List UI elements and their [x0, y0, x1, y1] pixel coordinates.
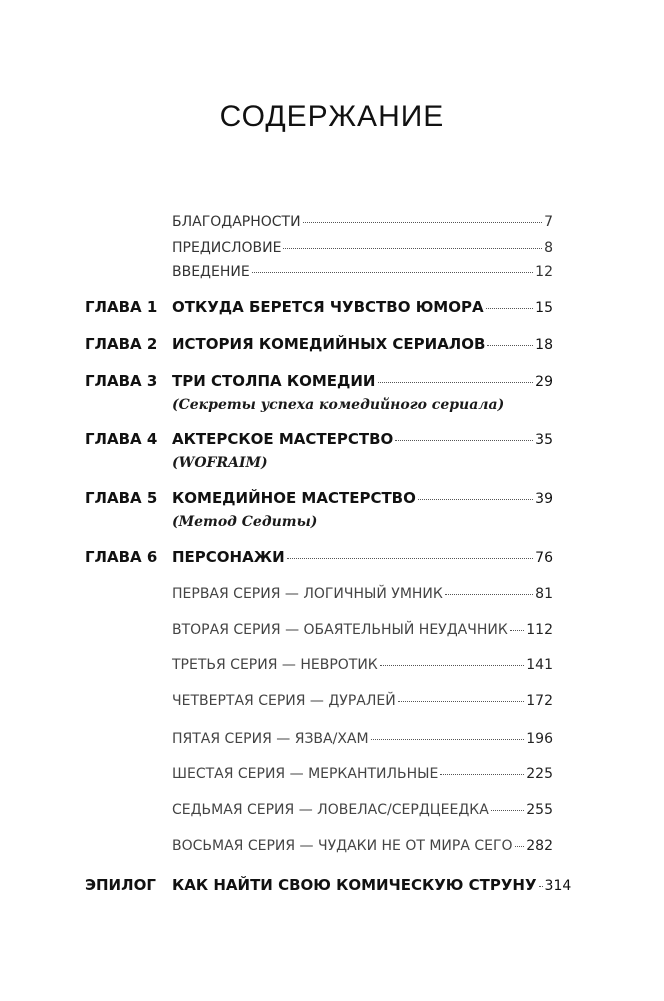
- entry-title: ВВЕДЕНИЕ: [172, 264, 250, 280]
- chapter-title: ТРИ СТОЛПА КОМЕДИИ: [172, 372, 376, 390]
- page-number: 141: [526, 657, 553, 673]
- chapter-label: ГЛАВА 5: [85, 489, 158, 507]
- entry-title: БЛАГОДАРНОСТИ: [172, 214, 301, 230]
- dot-leader: [515, 846, 525, 847]
- dot-leader: [445, 594, 533, 595]
- page-title: СОДЕРЖАНИЕ: [219, 100, 445, 133]
- page-number: 81: [535, 586, 553, 602]
- chapter-label: ГЛАВА 4: [85, 430, 158, 448]
- dot-leader: [283, 248, 542, 249]
- page-number: 12: [535, 264, 553, 280]
- page-number: 255: [526, 802, 553, 818]
- page-number: 7: [544, 214, 553, 230]
- series-title: ПЕРВАЯ СЕРИЯ — ЛОГИЧНЫЙ УМНИК: [172, 586, 443, 602]
- epilogue-title: КАК НАЙТИ СВОЮ КОМИЧЕСКУЮ СТРУНУ: [172, 876, 537, 894]
- page-number: 76: [535, 550, 553, 566]
- dot-leader: [539, 886, 543, 887]
- dot-leader: [287, 558, 534, 559]
- dot-leader: [418, 499, 533, 500]
- page-number: 172: [526, 693, 553, 709]
- dot-leader: [486, 308, 534, 309]
- dot-leader: [378, 382, 534, 383]
- dot-leader: [398, 701, 525, 702]
- series-title: ШЕСТАЯ СЕРИЯ — МЕРКАНТИЛЬНЫЕ: [172, 766, 439, 782]
- chapter-title: АКТЕРСКОЕ МАСТЕРСТВО: [172, 430, 394, 448]
- dot-leader: [510, 630, 525, 631]
- chapter-subtitle: (WOFRAIM): [172, 455, 268, 471]
- chapter-label: ГЛАВА 6: [85, 548, 158, 566]
- dot-leader: [303, 222, 543, 223]
- chapter-title: ОТКУДА БЕРЕТСЯ ЧУВСТВО ЮМОРА: [172, 298, 484, 316]
- entry-title: ПРЕДИСЛОВИЕ: [172, 240, 282, 256]
- page-number: 18: [535, 337, 553, 353]
- page-number: 35: [535, 432, 553, 448]
- page-number: 196: [526, 731, 553, 747]
- page-number: 15: [535, 300, 553, 316]
- chapter-label: ГЛАВА 3: [85, 372, 158, 390]
- series-title: ПЯТАЯ СЕРИЯ — ЯЗВА/ХАМ: [172, 731, 369, 747]
- page-number: 112: [526, 622, 553, 638]
- dot-leader: [491, 810, 524, 811]
- series-title: ВОСЬМАЯ СЕРИЯ — ЧУДАКИ НЕ ОТ МИРА СЕГО: [172, 838, 513, 854]
- chapter-label: ГЛАВА 1: [85, 298, 158, 316]
- chapter-label: ГЛАВА 2: [85, 335, 158, 353]
- series-title: ЧЕТВЕРТАЯ СЕРИЯ — ДУРАЛЕЙ: [172, 693, 396, 709]
- dot-leader: [487, 345, 533, 346]
- dot-leader: [252, 272, 533, 273]
- series-title: ВТОРАЯ СЕРИЯ — ОБАЯТЕЛЬНЫЙ НЕУДАЧНИК: [172, 622, 508, 638]
- dot-leader: [380, 665, 525, 666]
- chapter-title: КОМЕДИЙНОЕ МАСТЕРСТВО: [172, 489, 416, 507]
- page-number: 314: [544, 878, 572, 894]
- epilogue-label: ЭПИЛОГ: [85, 876, 156, 894]
- page-number: 225: [526, 766, 553, 782]
- series-title: ТРЕТЬЯ СЕРИЯ — НЕВРОТИК: [172, 657, 378, 673]
- chapter-subtitle: (Секреты успеха комедийного сериала): [172, 397, 505, 413]
- dot-leader: [440, 774, 524, 775]
- series-title: СЕДЬМАЯ СЕРИЯ — ЛОВЕЛАС/СЕРДЦЕЕДКА: [172, 802, 489, 818]
- chapter-subtitle: (Метод Седиты): [172, 514, 318, 530]
- dot-leader: [371, 739, 525, 740]
- chapter-title: ПЕРСОНАЖИ: [172, 548, 285, 566]
- page-number: 282: [526, 838, 553, 854]
- page-number: 39: [535, 491, 553, 507]
- chapter-title: ИСТОРИЯ КОМЕДИЙНЫХ СЕРИАЛОВ: [172, 335, 486, 353]
- page-number: 29: [535, 374, 553, 390]
- page-number: 8: [544, 240, 553, 256]
- dot-leader: [395, 440, 533, 441]
